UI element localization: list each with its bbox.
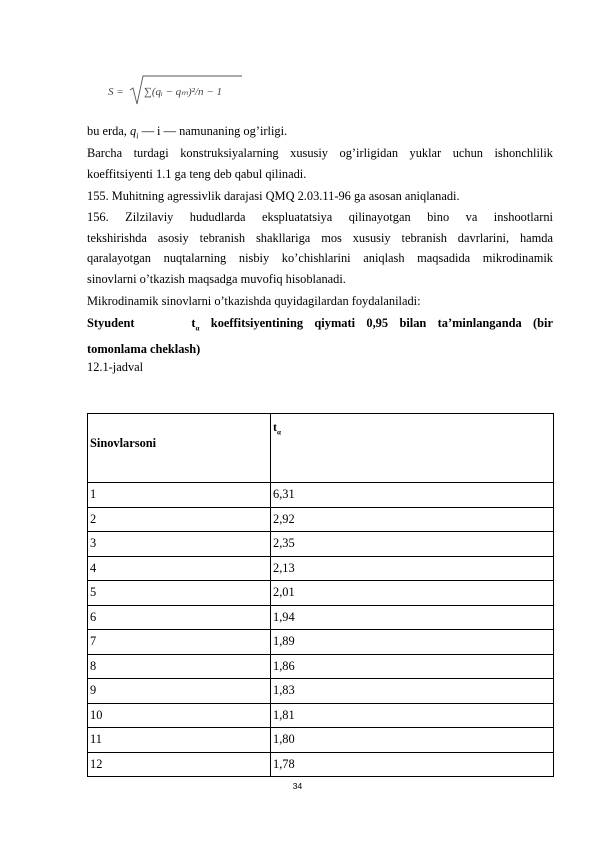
header-t-alpha: $t_\alpha$	[271, 414, 554, 483]
table-row	[88, 581, 554, 606]
cell-t-alpha: 2,01	[271, 581, 554, 606]
cell-t-alpha: 2,35	[271, 532, 554, 557]
cell-t-alpha: 6,31	[271, 483, 554, 508]
table-row	[88, 728, 554, 753]
cell-t-alpha: 1,86	[271, 654, 554, 679]
definition-suffix: — i — namunaning og’irligi.	[138, 124, 288, 138]
cell-trials: 10	[88, 703, 271, 728]
std-deviation-formula	[108, 73, 258, 109]
cell-trials: 9	[88, 679, 271, 704]
cell-t-alpha: 2,92	[271, 507, 554, 532]
cell-trials: 7	[88, 630, 271, 655]
table-row	[88, 532, 554, 557]
formula-graphic	[108, 73, 258, 109]
table-caption: 12.1-jadval	[87, 360, 144, 374]
cell-trials: 4	[88, 556, 271, 581]
microdynamic-paragraph: Mikrodinamik sinovlarni o’tkazishda quyidagilardan foydalaniladi:	[87, 294, 421, 308]
seismic-paragraph: 156. Zilzilaviy hududlarda ekspluatatsiya qilinayotgan bino va inshootlarni tekshirishda asosiy tebranish shakllariga mos xususiy tebranish davrlarini, hamda qaralayotgan nuqtalarning nisbiy ko’chishlarini aniqlash maqsadida mikrodinamik sinovlarni o’tkazish maqsadga muvofiq hisoblanadi.	[87, 210, 553, 286]
aggressiveness-paragraph: 155. Muhitning agressivlik darajasi QMQ 2.03.11-96 ga asosan aniqlanadi.	[87, 189, 460, 203]
cell-trials: 11	[88, 728, 271, 753]
cell-t-alpha: 1,89	[271, 630, 554, 655]
table-row	[88, 507, 554, 532]
table-row	[88, 483, 554, 508]
cell-t-alpha: 1,80	[271, 728, 554, 753]
cell-t-alpha: 1,81	[271, 703, 554, 728]
cell-trials: 3	[88, 532, 271, 557]
cell-trials: 2	[88, 507, 271, 532]
cell-trials: 8	[88, 654, 271, 679]
cell-trials: 12	[88, 752, 271, 777]
table-row	[88, 752, 554, 777]
cell-t-alpha: 2,13	[271, 556, 554, 581]
variable-q: $q_i$	[130, 124, 139, 141]
table-row	[88, 703, 554, 728]
page-number: 34	[292, 781, 303, 791]
table-row	[88, 630, 554, 655]
formula-lhs: S =	[108, 86, 124, 98]
table-row	[88, 654, 554, 679]
cell-trials: 5	[88, 581, 271, 606]
cell-t-alpha: 1,83	[271, 679, 554, 704]
header-trials: Sinovlarsoni	[88, 414, 271, 483]
table-row	[88, 679, 554, 704]
student-coefficient-heading: Styudent $t_\alpha$ koeffitsiyentining qiymati 0,95 bilan ta’minlanganda (bir tomonlama cheklash)	[87, 316, 553, 356]
table-header-row	[88, 414, 554, 483]
cell-t-alpha: 1,78	[271, 752, 554, 777]
cell-t-alpha: 1,94	[271, 605, 554, 630]
formula-radicand: ∑(qᵢ − qₘ)²/n − 1	[144, 86, 222, 98]
reliability-paragraph: Barcha turdagi konstruksiyalarning xususiy og’irligidan yuklar uchun ishonchlilik koeffitsiyenti 1.1 ga teng deb qabul qilinadi.	[87, 146, 553, 181]
definition-prefix: bu erda,	[87, 124, 127, 138]
cell-trials: 1	[88, 483, 271, 508]
table-row	[88, 605, 554, 630]
table-row	[88, 556, 554, 581]
student-coefficient-table	[87, 413, 554, 777]
cell-trials: 6	[88, 605, 271, 630]
